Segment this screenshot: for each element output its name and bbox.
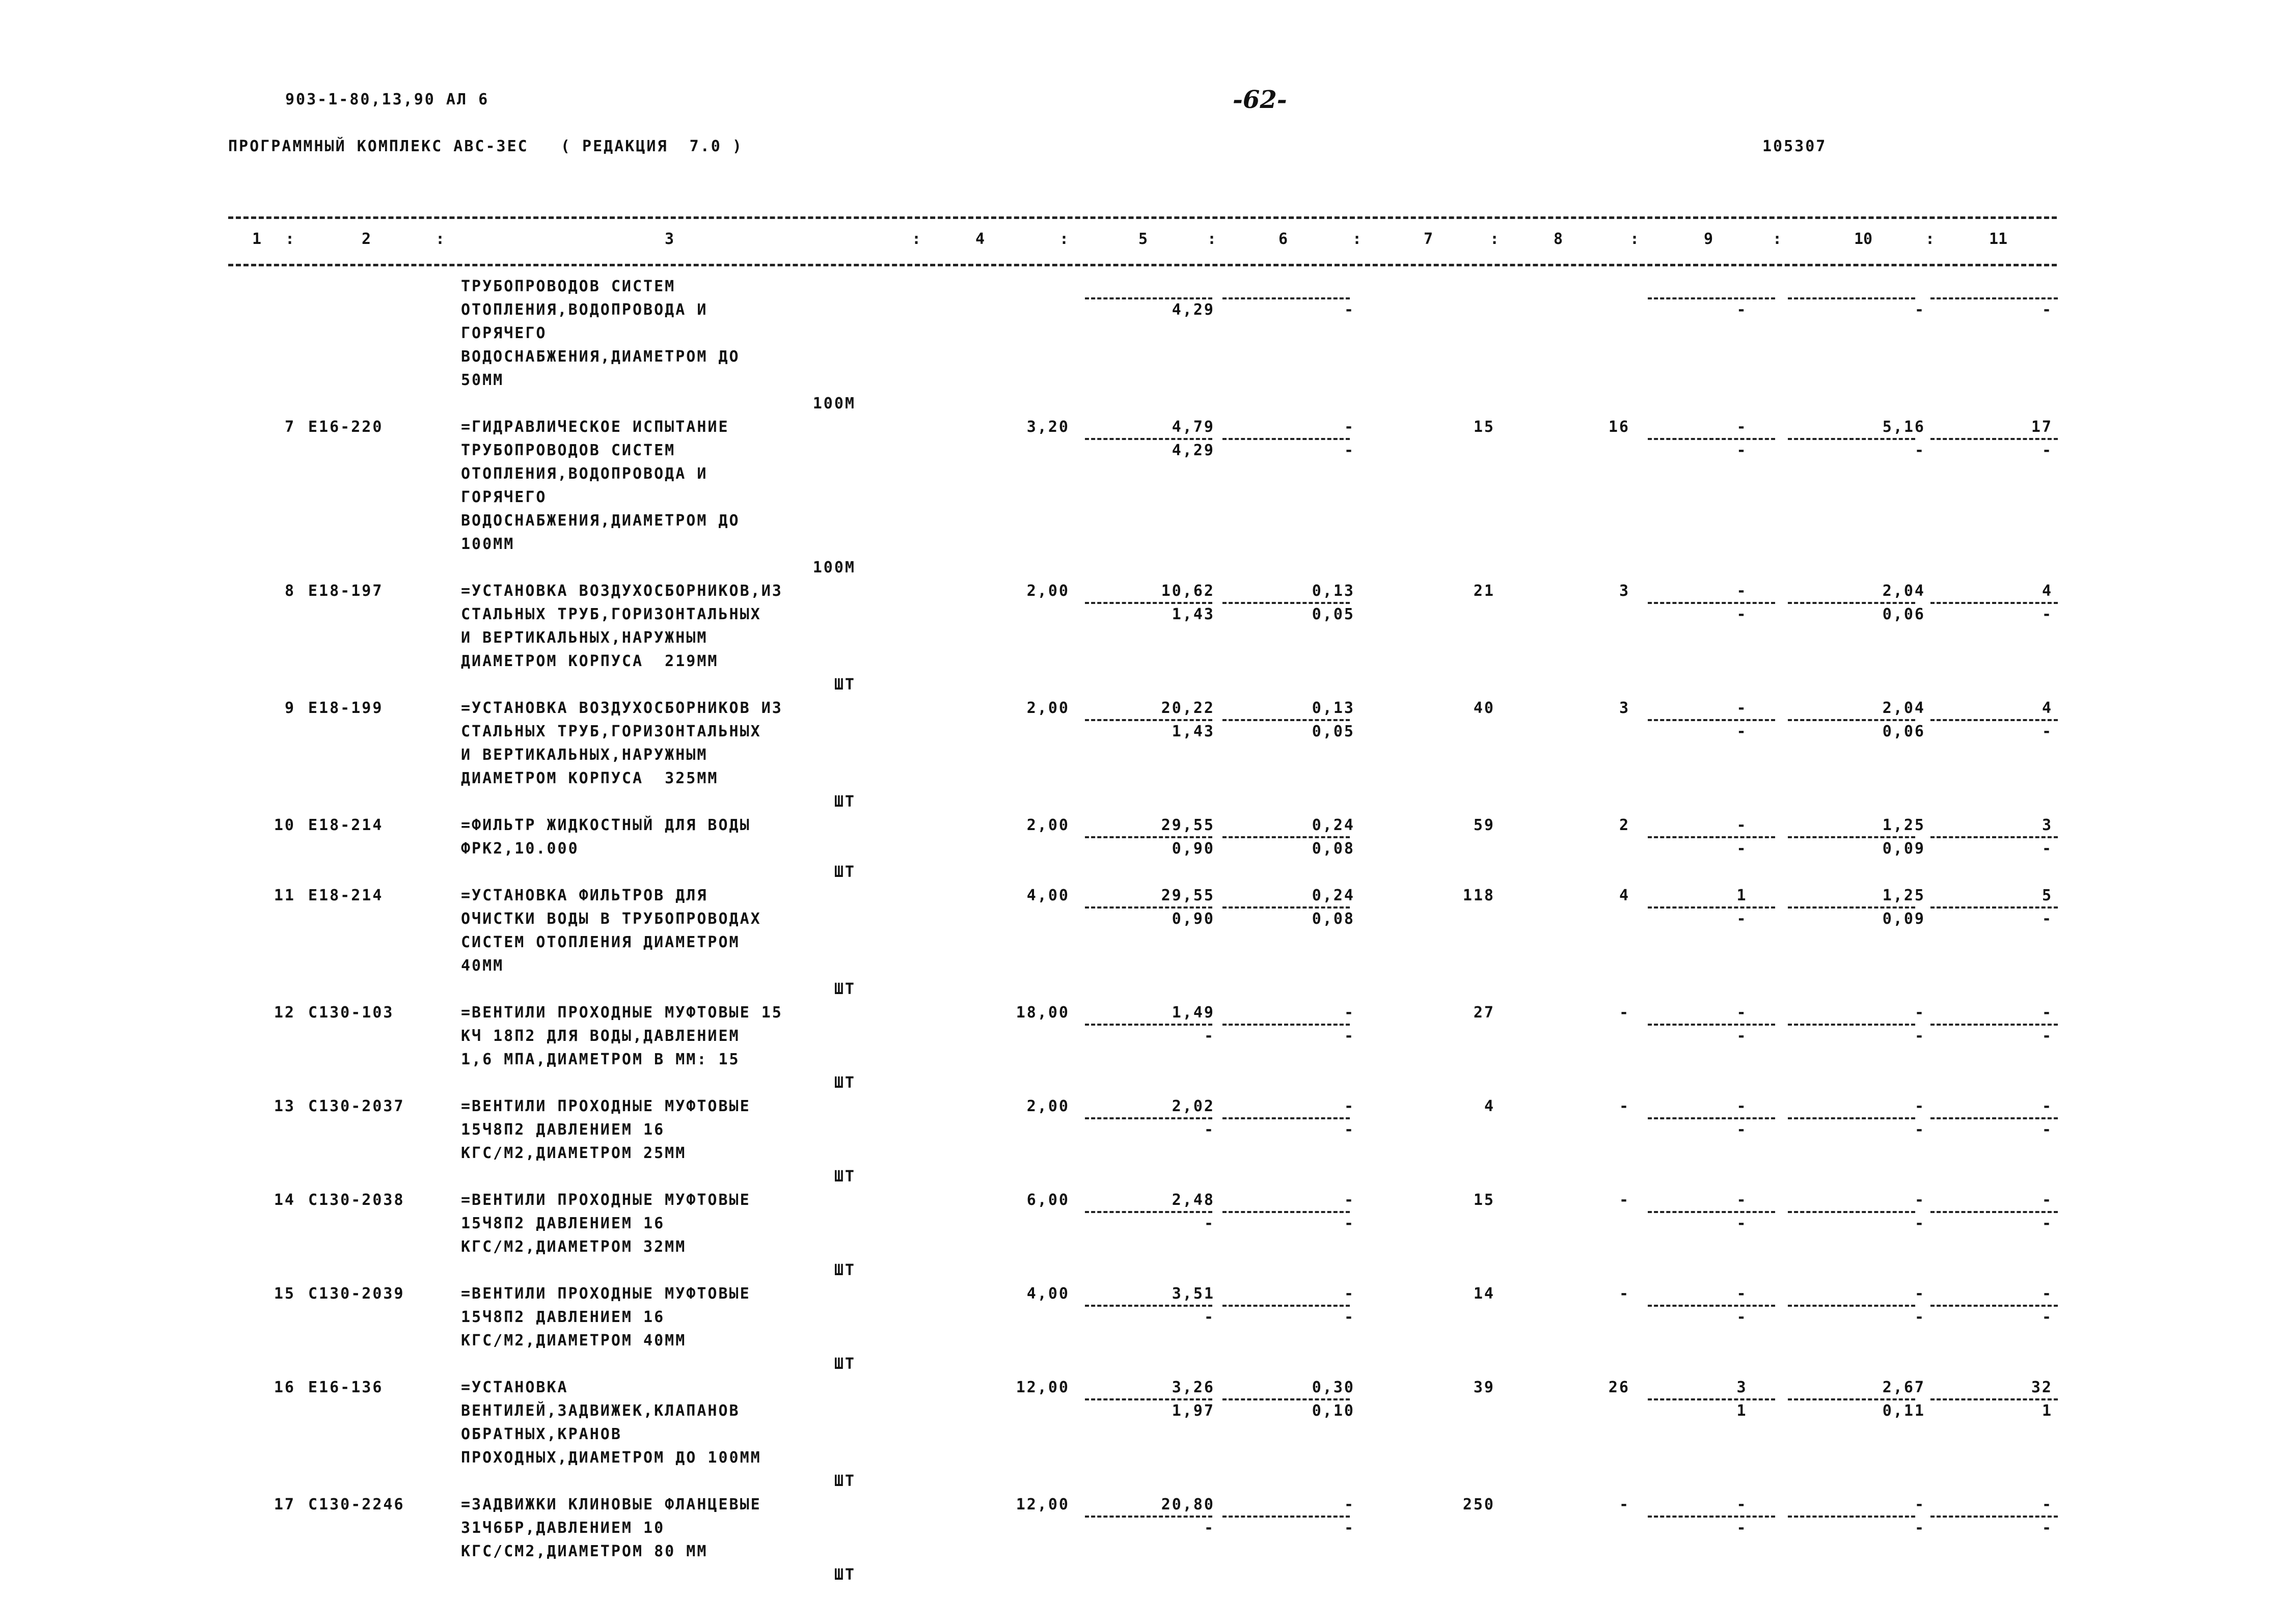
total-cost: 250 — [1462, 1496, 1495, 1513]
quantity: 2,00 — [1026, 816, 1070, 834]
total-labor-hours-sub: - — [2042, 840, 2053, 858]
table-row — [0, 814, 2286, 884]
work-description-line: =ЗАДВИЖКИ КЛИНОВЫЕ ФЛАНЦЕВЫЕ — [461, 1496, 761, 1513]
quantity: 2,00 — [1026, 582, 1070, 600]
table-row — [0, 1376, 2286, 1493]
total-cost: 14 — [1473, 1285, 1495, 1303]
quantity: 3,20 — [1026, 418, 1070, 436]
machine-labor: - — [1736, 1097, 1748, 1115]
work-description-line: =УСТАНОВКА — [461, 1379, 568, 1396]
column-number: 3 — [665, 230, 674, 248]
total-labor-hours: 5 — [2042, 887, 2053, 904]
column-number: 5 — [1138, 230, 1148, 248]
row-number: 7 — [284, 418, 295, 436]
table-row — [0, 697, 2286, 814]
unit-cost-sub: - — [1204, 1308, 1215, 1326]
total-cost: 59 — [1473, 816, 1495, 834]
unit-label: ШТ — [834, 1355, 856, 1373]
labor-hours: - — [1914, 1285, 1925, 1303]
work-description-line: ТРУБОПРОВОДОВ СИСТЕМ — [461, 278, 676, 295]
machine-cost: - — [1344, 1285, 1355, 1303]
unit-cost: 2,48 — [1172, 1191, 1215, 1209]
column-number: 4 — [975, 230, 985, 248]
total-cost: 40 — [1473, 699, 1495, 717]
machine-labor: - — [1736, 1496, 1748, 1513]
work-description-line: И ВЕРТИКАЛЬНЫХ,НАРУЖНЫМ — [461, 746, 708, 764]
unit-label: ШТ — [834, 1261, 856, 1279]
unit-label: ШТ — [834, 1074, 856, 1092]
work-description-line: =ВЕНТИЛИ ПРОХОДНЫЕ МУФТОВЫЕ 15 — [461, 1004, 783, 1022]
work-description-line: =УСТАНОВКА ВОЗДУХОСБОРНИКОВ,ИЗ — [461, 582, 783, 600]
quantity: 6,00 — [1026, 1191, 1070, 1209]
column-separator: : — [1925, 230, 1935, 248]
work-description-line: СТАЛЬНЫХ ТРУБ,ГОРИЗОНТАЛЬНЫХ — [461, 723, 761, 740]
unit-cost-sub: - — [1204, 1215, 1215, 1232]
total-labor-hours: - — [2042, 1004, 2053, 1022]
labor-hours: 1,25 — [1882, 887, 1925, 904]
machine-labor-sub: - — [1736, 442, 1748, 459]
work-description-line: И ВЕРТИКАЛЬНЫХ,НАРУЖНЫМ — [461, 629, 708, 647]
machine-cost-sub: 0,05 — [1312, 723, 1355, 740]
machine-labor-sub: - — [1736, 1519, 1748, 1537]
work-description-line: ГОРЯЧЕГО — [461, 324, 547, 342]
document-number: 105307 — [1762, 137, 1827, 155]
unit-label: ШТ — [834, 1168, 856, 1186]
work-description-line: =УСТАНОВКА ВОЗДУХОСБОРНИКОВ ИЗ — [461, 699, 783, 717]
work-description-line: ВЕНТИЛЕЙ,ЗАДВИЖЕК,КЛАПАНОВ — [461, 1402, 740, 1420]
unit-cost: 29,55 — [1161, 887, 1215, 904]
labor-hours: 2,04 — [1882, 699, 1925, 717]
labor-hours-sub: 0,11 — [1882, 1402, 1925, 1420]
work-description-line: ТРУБОПРОВОДОВ СИСТЕМ — [461, 442, 676, 459]
unit-cost-sub: 4,29 — [1172, 442, 1215, 459]
column-separator: : — [1059, 230, 1069, 248]
machine-cost: - — [1344, 1496, 1355, 1513]
unit-label: ШТ — [834, 676, 856, 694]
unit-cost-sub: - — [1204, 1519, 1215, 1537]
work-description-line: 15Ч8П2 ДАВЛЕНИЕМ 16 — [461, 1308, 665, 1326]
column-separator: : — [912, 230, 921, 248]
row-number: 13 — [274, 1097, 295, 1115]
machine-cost: - — [1344, 418, 1355, 436]
total-labor-hours: 4 — [2042, 699, 2053, 717]
machine-cost: 0,24 — [1312, 816, 1355, 834]
unit-cost: 20,22 — [1161, 699, 1215, 717]
table-row — [0, 1001, 2286, 1095]
work-description-line: ВОДОСНАБЖЕНИЯ,ДИАМЕТРОМ ДО — [461, 512, 740, 530]
work-description-line: ГОРЯЧЕГО — [461, 488, 547, 506]
table-row — [0, 1282, 2286, 1376]
work-description-line: КГС/СМ2,ДИАМЕТРОМ 80 ММ — [461, 1543, 708, 1560]
total-cost: 4 — [1484, 1097, 1495, 1115]
labor-hours-sub: 0,09 — [1882, 840, 1925, 858]
norm-code: Е18-214 — [308, 816, 384, 834]
machine-cost-sub: - — [1344, 1308, 1355, 1326]
unit-label: 100М — [812, 559, 856, 576]
machine-cost: - — [1344, 1004, 1355, 1022]
unit-cost-sub: 0,90 — [1172, 840, 1215, 858]
column-number: 6 — [1278, 230, 1288, 248]
work-description-line: =ФИЛЬТР ЖИДКОСТНЫЙ ДЛЯ ВОДЫ — [461, 816, 751, 834]
table-row — [0, 884, 2286, 1001]
table-row — [0, 1493, 2286, 1587]
machine-labor-sub: - — [1736, 1215, 1748, 1232]
unit-cost-sub: 1,43 — [1172, 723, 1215, 740]
column-separator: : — [1490, 230, 1500, 248]
labor-hours-sub: 0,09 — [1882, 910, 1925, 928]
labor-hours-sub: - — [1914, 1308, 1925, 1326]
machine-cost-sub: - — [1344, 301, 1355, 319]
norm-code: Е18-214 — [308, 887, 384, 904]
row-number: 16 — [274, 1379, 295, 1396]
unit-cost-sub: 1,97 — [1172, 1402, 1215, 1420]
total-labor-hours-sub: - — [2042, 723, 2053, 740]
machine-cost-sub: 0,08 — [1312, 910, 1355, 928]
column-number: 8 — [1554, 230, 1563, 248]
machine-labor-sub: - — [1736, 910, 1748, 928]
work-description-line: КЧ 18П2 ДЛЯ ВОДЫ,ДАВЛЕНИЕМ — [461, 1027, 740, 1045]
unit-cost: 3,51 — [1172, 1285, 1215, 1303]
total-labor-hours-sub: - — [2042, 442, 2053, 459]
unit-cost-sub: 0,90 — [1172, 910, 1215, 928]
work-description-line: =ВЕНТИЛИ ПРОХОДНЫЕ МУФТОВЫЕ — [461, 1285, 751, 1303]
column-number: 10 — [1854, 230, 1873, 248]
machine-labor: - — [1736, 1191, 1748, 1209]
work-description-line: =ВЕНТИЛИ ПРОХОДНЫЕ МУФТОВЫЕ — [461, 1097, 751, 1115]
unit-label: ШТ — [834, 863, 856, 881]
labor-hours-sub: 0,06 — [1882, 723, 1925, 740]
total-labor-hours-sub: - — [2042, 605, 2053, 623]
total-labor-hours: - — [2042, 1496, 2053, 1513]
work-description-line: ОЧИСТКИ ВОДЫ В ТРУБОПРОВОДАХ — [461, 910, 761, 928]
column-separator: : — [285, 230, 295, 248]
total-labor-hours: 17 — [2031, 418, 2053, 436]
column-number: 1 — [252, 230, 262, 248]
work-description-line: КГС/М2,ДИАМЕТРОМ 32ММ — [461, 1238, 687, 1256]
labor-cost: 3 — [1619, 699, 1630, 717]
page-number: -62- — [1233, 86, 1287, 114]
work-description-line: КГС/М2,ДИАМЕТРОМ 40ММ — [461, 1332, 687, 1350]
column-number: 7 — [1424, 230, 1433, 248]
row-number: 8 — [284, 582, 295, 600]
work-description-line: ДИАМЕТРОМ КОРПУСА 219ММ — [461, 652, 719, 670]
table-row — [0, 1095, 2286, 1189]
quantity: 4,00 — [1026, 1285, 1070, 1303]
work-description-line: =ВЕНТИЛИ ПРОХОДНЫЕ МУФТОВЫЕ — [461, 1191, 751, 1209]
table-row — [0, 1189, 2286, 1282]
machine-labor: 3 — [1736, 1379, 1748, 1396]
quantity: 2,00 — [1026, 699, 1070, 717]
unit-cost: 20,80 — [1161, 1496, 1215, 1513]
machine-labor: - — [1736, 1285, 1748, 1303]
unit-cost: 2,02 — [1172, 1097, 1215, 1115]
machine-cost-sub: 0,08 — [1312, 840, 1355, 858]
machine-cost: 0,24 — [1312, 887, 1355, 904]
norm-code: С130-2038 — [308, 1191, 405, 1209]
unit-cost-sub: - — [1204, 1027, 1215, 1045]
row-number: 14 — [274, 1191, 295, 1209]
total-cost: 15 — [1473, 418, 1495, 436]
work-description-line: ОТОПЛЕНИЯ,ВОДОПРОВОДА И — [461, 465, 708, 483]
program-title: ПРОГРАММНЫЙ КОМПЛЕКС АВС-3ЕС ( РЕДАКЦИЯ 7.0 ) — [228, 137, 743, 155]
total-cost: 15 — [1473, 1191, 1495, 1209]
total-labor-hours: - — [2042, 1097, 2053, 1115]
work-description-line: ВОДОСНАБЖЕНИЯ,ДИАМЕТРОМ ДО — [461, 348, 740, 366]
machine-labor: - — [1736, 816, 1748, 834]
estimate-table-body — [0, 275, 2286, 1587]
machine-cost-sub: - — [1344, 442, 1355, 459]
labor-hours: 2,67 — [1882, 1379, 1925, 1396]
work-description-line: ДИАМЕТРОМ КОРПУСА 325ММ — [461, 769, 719, 787]
machine-cost-sub: - — [1344, 1519, 1355, 1537]
work-description-line: СИСТЕМ ОТОПЛЕНИЯ ДИАМЕТРОМ — [461, 933, 740, 951]
table-top-rule — [228, 216, 2057, 219]
machine-cost-sub: - — [1344, 1027, 1355, 1045]
unit-cost: 1,49 — [1172, 1004, 1215, 1022]
labor-hours-sub: - — [1914, 1215, 1925, 1232]
work-description-line: 15Ч8П2 ДАВЛЕНИЕМ 16 — [461, 1121, 665, 1139]
norm-code: Е18-199 — [308, 699, 384, 717]
quantity: 18,00 — [1016, 1004, 1070, 1022]
work-description-line: 15Ч8П2 ДАВЛЕНИЕМ 16 — [461, 1215, 665, 1232]
machine-labor-sub: - — [1736, 723, 1748, 740]
column-separator: : — [436, 230, 445, 248]
row-number: 12 — [274, 1004, 295, 1022]
machine-labor: - — [1736, 582, 1748, 600]
labor-hours: - — [1914, 1097, 1925, 1115]
work-description-line: =УСТАНОВКА ФИЛЬТРОВ ДЛЯ — [461, 887, 708, 904]
labor-hours: - — [1914, 1004, 1925, 1022]
machine-labor: - — [1736, 418, 1748, 436]
work-description-line: =ГИДРАВЛИЧЕСКОЕ ИСПЫТАНИЕ — [461, 418, 729, 436]
row-number: 15 — [274, 1285, 295, 1303]
total-labor-hours-sub: - — [2042, 910, 2053, 928]
work-description-line: ФРК2,10.000 — [461, 840, 579, 858]
machine-cost: 0,13 — [1312, 699, 1355, 717]
total-labor-hours: - — [2042, 1191, 2053, 1209]
total-cost: 118 — [1462, 887, 1495, 904]
unit-label: ШТ — [834, 980, 856, 998]
unit-cost: 3,26 — [1172, 1379, 1215, 1396]
labor-hours-sub: - — [1914, 301, 1925, 319]
table-row — [0, 275, 2286, 416]
labor-hours: - — [1914, 1496, 1925, 1513]
work-description-line: 1,6 МПА,ДИАМЕТРОМ В ММ: 15 — [461, 1051, 740, 1068]
document-code: 903-1-80,13,90 АЛ 6 — [285, 91, 489, 108]
labor-cost: - — [1619, 1285, 1630, 1303]
unit-label: ШТ — [834, 793, 856, 811]
total-labor-hours-sub: - — [2042, 1027, 2053, 1045]
labor-cost: - — [1619, 1097, 1630, 1115]
work-description-line: 50ММ — [461, 371, 504, 389]
machine-labor-sub: - — [1736, 840, 1748, 858]
machine-labor-sub: - — [1736, 605, 1748, 623]
column-number: 11 — [1989, 230, 2008, 248]
row-number: 17 — [274, 1496, 295, 1513]
machine-cost-sub: 0,10 — [1312, 1402, 1355, 1420]
machine-labor: - — [1736, 699, 1748, 717]
machine-cost: - — [1344, 1191, 1355, 1209]
norm-code: Е16-136 — [308, 1379, 384, 1396]
total-labor-hours-sub: - — [2042, 1308, 2053, 1326]
total-labor-hours: 3 — [2042, 816, 2053, 834]
total-labor-hours-sub: - — [2042, 1215, 2053, 1232]
work-description-line: ОТОПЛЕНИЯ,ВОДОПРОВОДА И — [461, 301, 708, 319]
column-number: 9 — [1704, 230, 1713, 248]
work-description-line: ПРОХОДНЫХ,ДИАМЕТРОМ ДО 100ММ — [461, 1449, 761, 1467]
unit-cost: 29,55 — [1161, 816, 1215, 834]
total-labor-hours: - — [2042, 1285, 2053, 1303]
norm-code: С130-103 — [308, 1004, 394, 1022]
labor-hours-sub: 0,06 — [1882, 605, 1925, 623]
quantity: 2,00 — [1026, 1097, 1070, 1115]
total-labor-hours-sub: - — [2042, 1121, 2053, 1139]
quantity: 12,00 — [1016, 1379, 1070, 1396]
unit-cost-sub: 1,43 — [1172, 605, 1215, 623]
total-cost: 21 — [1473, 582, 1495, 600]
machine-cost-sub: - — [1344, 1215, 1355, 1232]
table-row — [0, 580, 2286, 697]
column-separator: : — [1207, 230, 1217, 248]
norm-code: С130-2039 — [308, 1285, 405, 1303]
total-labor-hours-sub: - — [2042, 1519, 2053, 1537]
labor-hours: - — [1914, 1191, 1925, 1209]
unit-cost: 4,79 — [1172, 418, 1215, 436]
column-separator: : — [1630, 230, 1640, 248]
total-labor-hours: 4 — [2042, 582, 2053, 600]
unit-cost-sub: - — [1204, 1121, 1215, 1139]
row-number: 9 — [284, 699, 295, 717]
column-separator: : — [1352, 230, 1362, 248]
quantity: 12,00 — [1016, 1496, 1070, 1513]
work-description-line: 31Ч6БР,ДАВЛЕНИЕМ 10 — [461, 1519, 665, 1537]
row-number: 11 — [274, 887, 295, 904]
total-labor-hours-sub: - — [2042, 301, 2053, 319]
header-bottom-rule — [228, 264, 2057, 266]
labor-cost: 2 — [1619, 816, 1630, 834]
machine-cost: 0,30 — [1312, 1379, 1355, 1396]
machine-labor-sub: - — [1736, 1308, 1748, 1326]
unit-cost: 10,62 — [1161, 582, 1215, 600]
unit-label: ШТ — [834, 1566, 856, 1584]
machine-labor: 1 — [1736, 887, 1748, 904]
work-description-line: СТАЛЬНЫХ ТРУБ,ГОРИЗОНТАЛЬНЫХ — [461, 605, 761, 623]
table-row — [0, 416, 2286, 580]
column-separator: : — [1773, 230, 1782, 248]
labor-cost: 16 — [1608, 418, 1630, 436]
labor-hours: 1,25 — [1882, 816, 1925, 834]
machine-labor: - — [1736, 1004, 1748, 1022]
labor-cost: 3 — [1619, 582, 1630, 600]
norm-code: С130-2246 — [308, 1496, 405, 1513]
labor-cost: - — [1619, 1191, 1630, 1209]
unit-label: 100М — [812, 395, 856, 412]
norm-code: Е16-220 — [308, 418, 384, 436]
work-description-line: 100ММ — [461, 535, 515, 553]
labor-hours-sub: - — [1914, 1027, 1925, 1045]
labor-hours-sub: - — [1914, 1519, 1925, 1537]
total-cost: 39 — [1473, 1379, 1495, 1396]
total-labor-hours: 32 — [2031, 1379, 2053, 1396]
labor-hours-sub: - — [1914, 1121, 1925, 1139]
labor-hours: 5,16 — [1882, 418, 1925, 436]
work-description-line: КГС/М2,ДИАМЕТРОМ 25ММ — [461, 1144, 687, 1162]
work-description-line: 40ММ — [461, 957, 504, 975]
labor-cost: 4 — [1619, 887, 1630, 904]
machine-cost-sub: 0,05 — [1312, 605, 1355, 623]
labor-cost: - — [1619, 1004, 1630, 1022]
norm-code: Е18-197 — [308, 582, 384, 600]
unit-label: ШТ — [834, 1472, 856, 1490]
machine-cost-sub: - — [1344, 1121, 1355, 1139]
unit-cost-sub: 4,29 — [1172, 301, 1215, 319]
row-number: 10 — [274, 816, 295, 834]
machine-labor-sub: - — [1736, 1027, 1748, 1045]
work-description-line: ОБРАТНЫХ,КРАНОВ — [461, 1425, 622, 1443]
labor-hours: 2,04 — [1882, 582, 1925, 600]
machine-cost: - — [1344, 1097, 1355, 1115]
labor-hours-sub: - — [1914, 442, 1925, 459]
total-labor-hours-sub: 1 — [2042, 1402, 2053, 1420]
machine-labor-sub: 1 — [1736, 1402, 1748, 1420]
labor-cost: 26 — [1608, 1379, 1630, 1396]
total-cost: 27 — [1473, 1004, 1495, 1022]
machine-labor-sub: - — [1736, 301, 1748, 319]
machine-labor-sub: - — [1736, 1121, 1748, 1139]
norm-code: С130-2037 — [308, 1097, 405, 1115]
column-number: 2 — [362, 230, 371, 248]
quantity: 4,00 — [1026, 887, 1070, 904]
labor-cost: - — [1619, 1496, 1630, 1513]
machine-cost: 0,13 — [1312, 582, 1355, 600]
